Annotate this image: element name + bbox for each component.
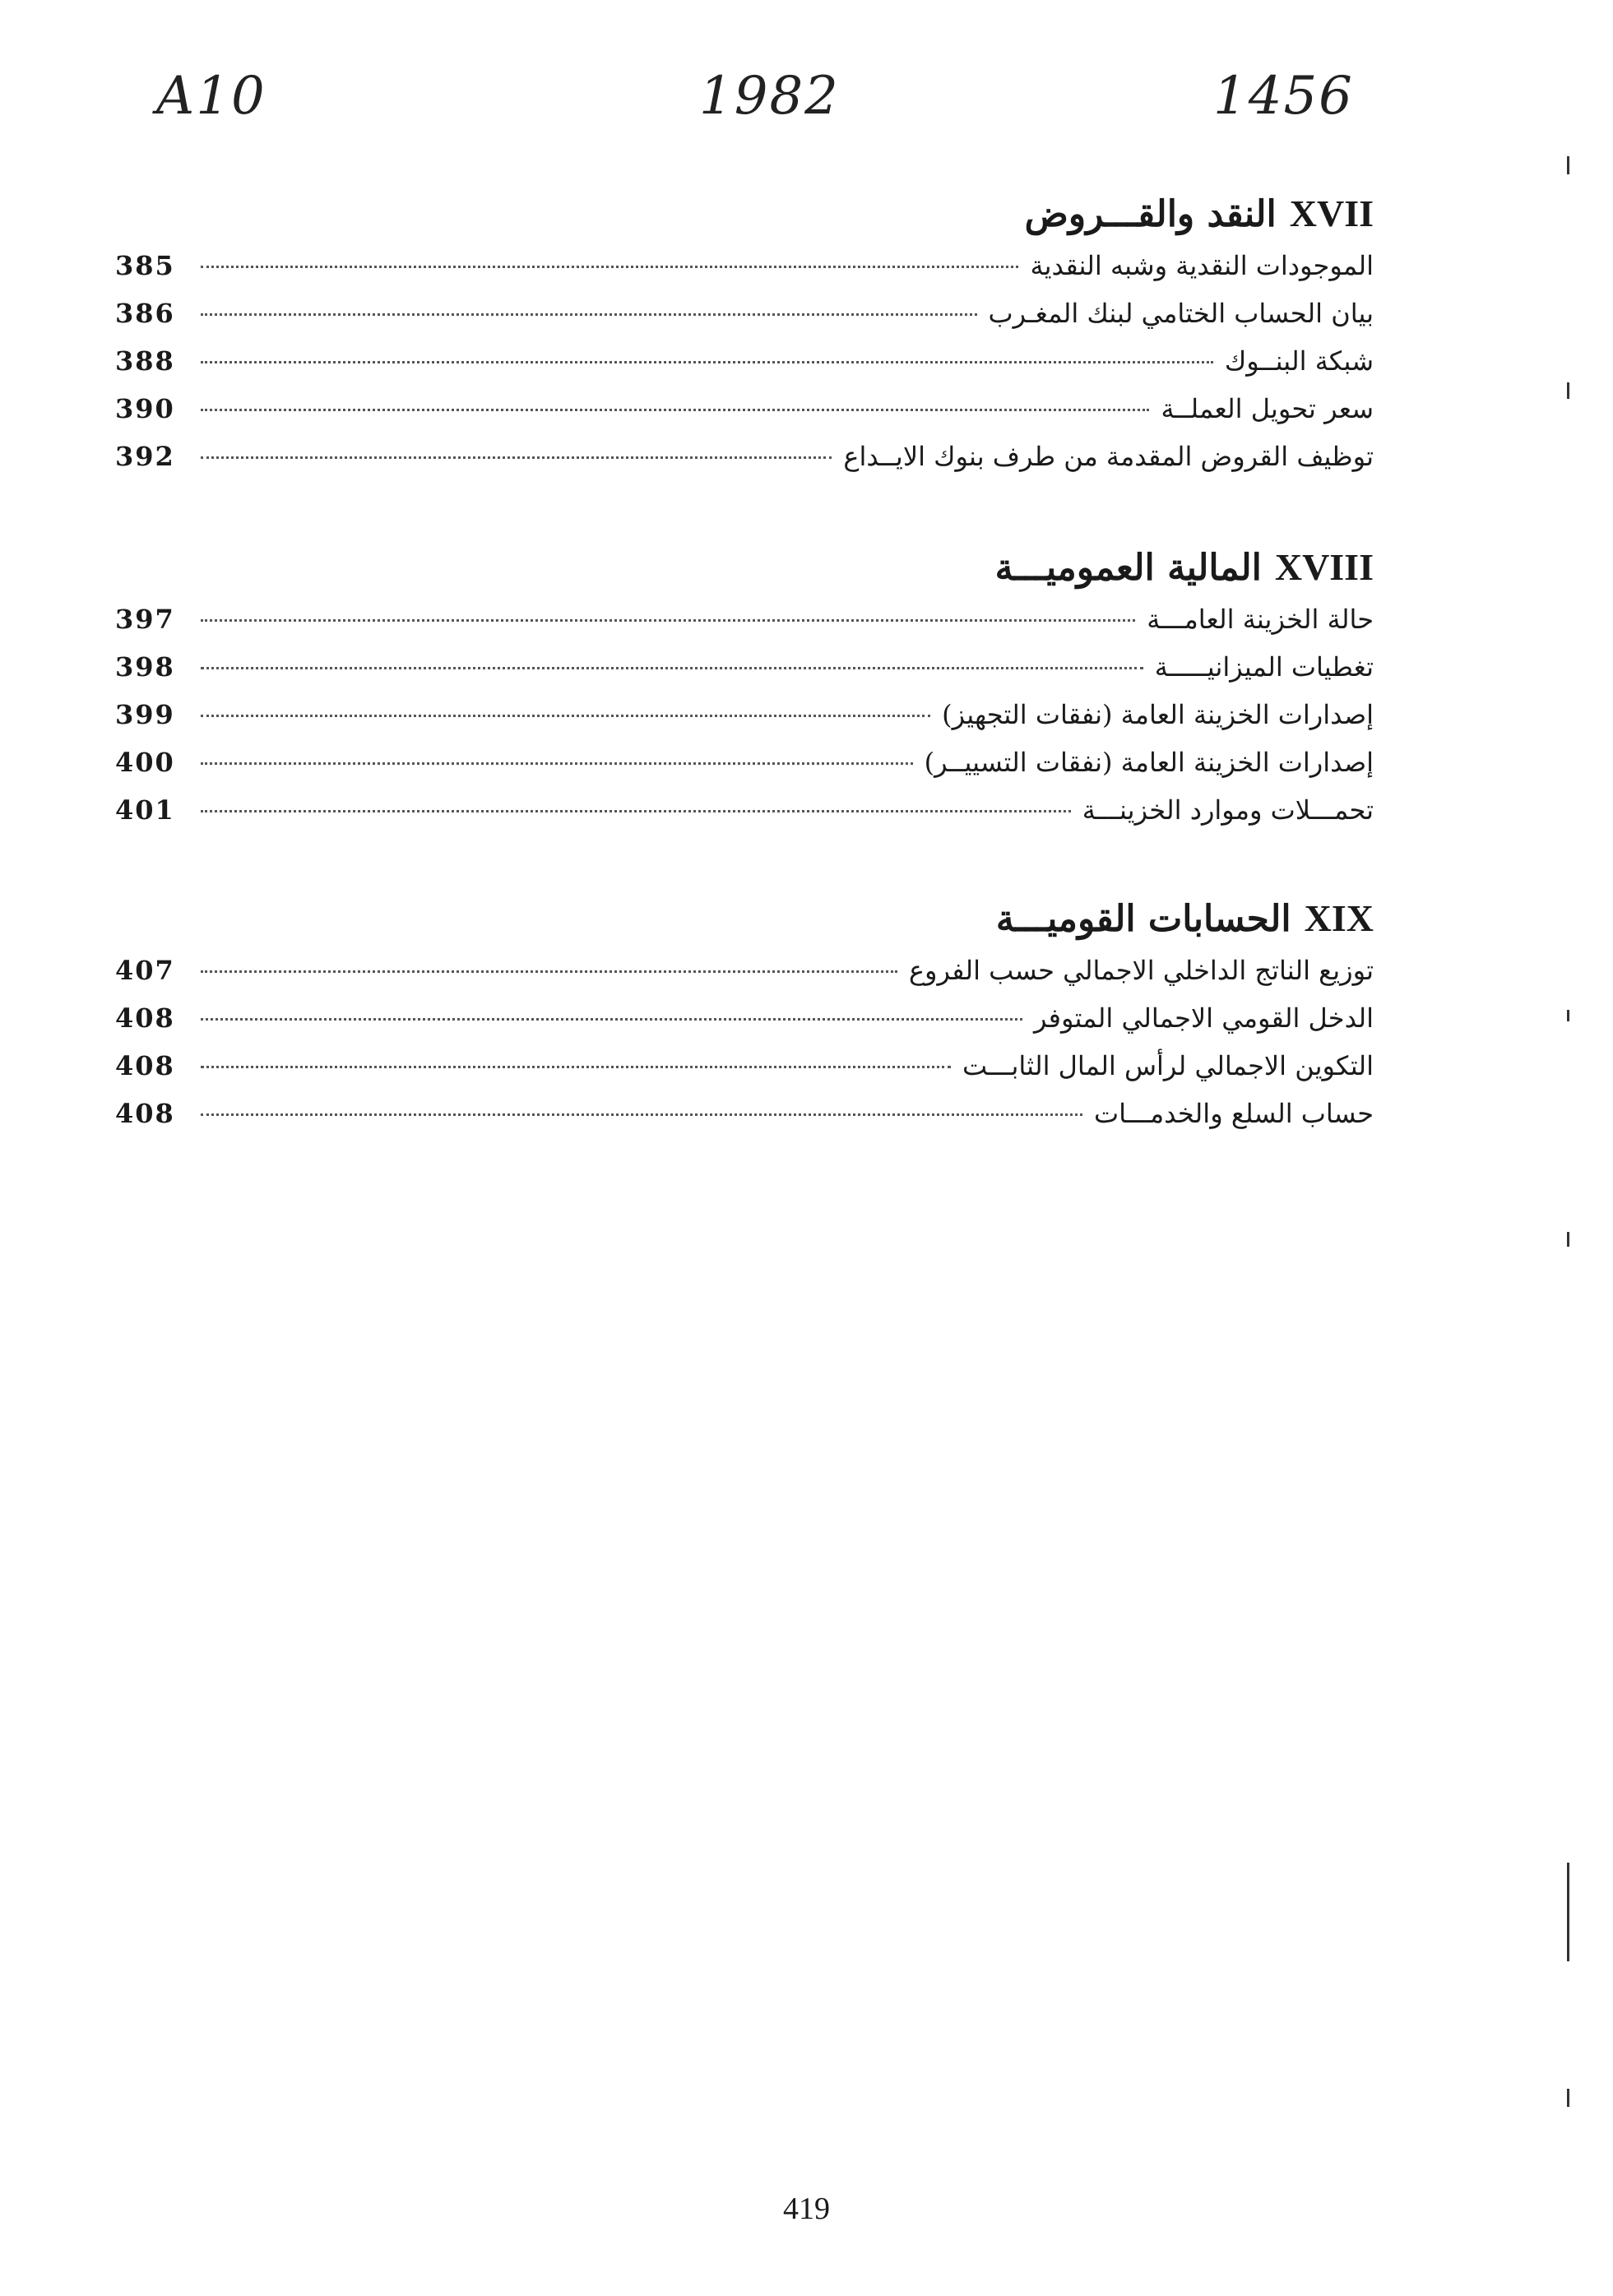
scan-mark [1567,1010,1569,1021]
section-title: المالية العموميـــة [994,547,1262,589]
entry-title: حساب السلع والخدمـــات [1093,1098,1374,1129]
entry-title: تحمـــلات وموارد الخزينـــة [1082,794,1374,826]
scan-mark [1567,1232,1569,1247]
page-ref: 408 [115,1050,175,1081]
dot-leader [201,1018,1022,1021]
page-ref: 390 [115,393,175,424]
entry-title: حالة الخزينة العامـــة [1147,604,1374,635]
dot-leader [201,810,1071,812]
dot-leader [201,667,1143,669]
section-xix [115,892,1374,1146]
dot-leader [201,762,913,765]
toc-entry[interactable] [115,1098,1374,1146]
dot-leader [201,1113,1082,1116]
entry-title: الدخل القومي الاجمالي المتوفر [1033,1002,1374,1034]
section-xviii [115,541,1374,842]
section-title: الحسابات القوميـــة [995,898,1291,940]
toc-entry[interactable] [115,699,1374,747]
page-ref: 397 [115,604,175,635]
toc-entry[interactable] [115,441,1374,488]
page-number: 419 [783,2192,830,2226]
toc-entry[interactable] [115,345,1374,393]
page-ref: 392 [115,441,175,472]
page-ref: 408 [115,1002,175,1034]
entry-title: التكوين الاجمالي لرأس المال الثابـــت [962,1050,1374,1081]
entry-title: سعر تحويل العملــة [1161,393,1374,424]
dot-leader [201,456,832,459]
entry-title: الموجودات النقدية وشبه النقدية [1030,250,1374,281]
section-heading [115,892,1374,945]
section-roman-numeral: XVII [1289,192,1374,234]
page-ref: 388 [115,345,175,377]
dot-leader [201,409,1149,411]
entry-title: بيان الحساب الختامي لبنك المغـرب [988,298,1374,329]
section-xvii [115,187,1374,488]
toc-entry[interactable] [115,298,1374,345]
dot-leader [201,313,977,316]
scan-mark [1567,382,1569,399]
page-ref: 386 [115,298,175,329]
toc-entry[interactable] [115,393,1374,441]
section-roman-numeral: XIX [1304,897,1374,939]
section-roman-numeral: XVIII [1274,546,1374,588]
handwritten-note-right: 1456 [1213,66,1354,127]
entry-title: تغطيات الميزانيـــــة [1154,651,1374,683]
scan-mark [1567,2089,1569,2107]
toc-entry[interactable] [115,1002,1374,1050]
dot-leader [201,361,1213,363]
page-ref: 400 [115,747,175,778]
page-ref: 399 [115,699,175,730]
dot-leader [201,1066,951,1068]
section-title: النقد والقـــروض [1024,193,1277,235]
entry-title: توظيف القروض المقدمة من طرف بنوك الايــداع [843,441,1374,472]
handwritten-note-left: A10 [156,66,267,127]
dot-leader [201,619,1135,622]
toc-entry[interactable] [115,794,1374,842]
scan-mark [1567,156,1569,174]
toc-entry[interactable] [115,1050,1374,1098]
toc-entry[interactable] [115,604,1374,651]
entry-title: إصدارات الخزينة العامة (نفقات التسييــر) [924,747,1374,778]
handwritten-note-center: 1982 [699,66,840,127]
page-ref: 408 [115,1098,175,1129]
entry-title: توزيع الناتج الداخلي الاجمالي حسب الفروع [908,955,1374,986]
entry-title: إصدارات الخزينة العامة (نفقات التجهيز) [942,699,1374,730]
scan-mark [1567,1863,1569,1961]
page-ref: 398 [115,651,175,683]
dot-leader [201,715,930,717]
dot-leader [201,970,897,973]
toc-entry[interactable] [115,651,1374,699]
page-ref: 407 [115,955,175,986]
page-ref: 385 [115,250,175,281]
dot-leader [201,266,1018,268]
page-ref: 401 [115,794,175,826]
toc-entry[interactable] [115,747,1374,794]
entry-title: شبكة البنــوك [1224,345,1374,377]
section-heading [115,187,1374,240]
toc-entry[interactable] [115,250,1374,298]
toc-entry[interactable] [115,955,1374,1002]
section-heading [115,541,1374,594]
